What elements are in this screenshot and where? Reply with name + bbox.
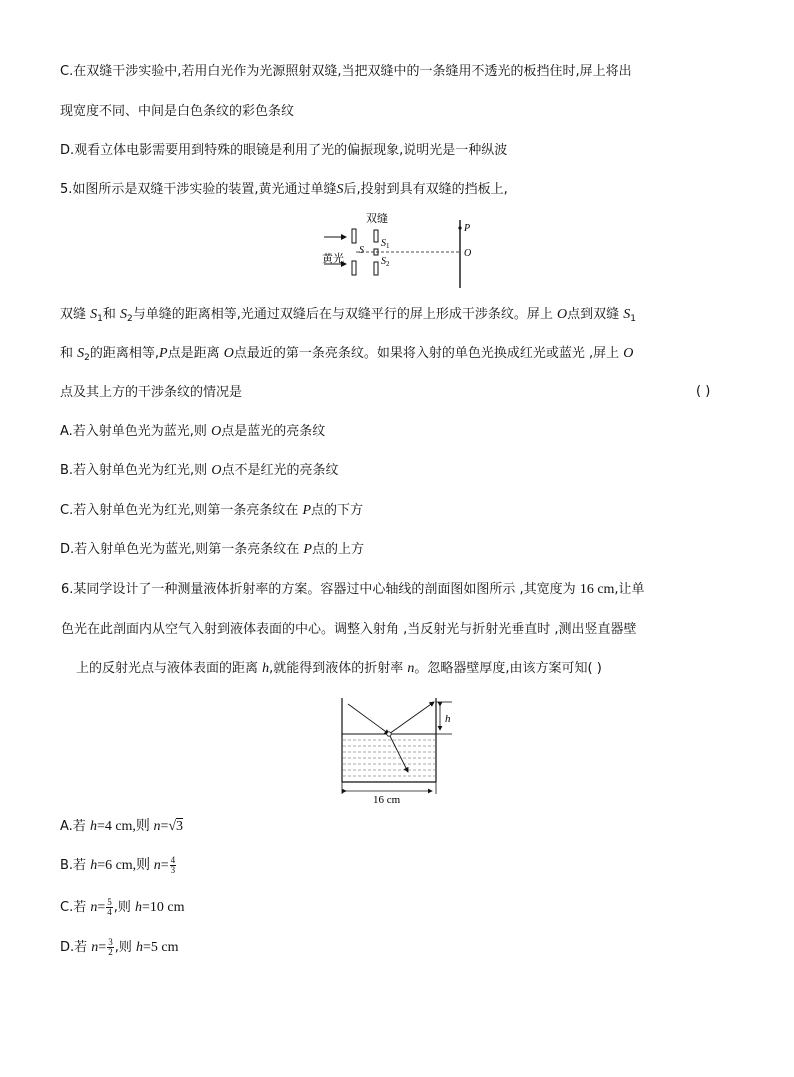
q6-option-b xyxy=(60,856,177,875)
o-symbol: O xyxy=(557,307,568,322)
text: 6.某同学设计了一种测量液体折射率的方案。容器过中心轴线的剖面图如图所示 ,其宽度为 xyxy=(61,582,580,597)
double-slit-plate-bottom xyxy=(374,262,378,275)
o-symbol: O xyxy=(211,463,222,478)
q4-option-d: D.观看立体电影需要用到特殊的眼镜是利用了光的偏振现象,说明光是一种纵波 xyxy=(60,143,508,158)
text: B.若 xyxy=(60,858,91,873)
text: 点最近的第一条亮条纹。如果将入射的单色光换成红光或蓝光 ,屏上 xyxy=(233,346,624,361)
text: =4 cm,则 xyxy=(96,819,154,834)
q6-stem-line2: 色光在此剖面内从空气入射到液体表面的中心。调整入射角 ,当反射光与折射光垂直时 ,测出竖直器壁 xyxy=(61,622,637,637)
text: =6 cm,则 xyxy=(97,858,154,873)
text: ,则 xyxy=(114,940,136,955)
single-slit-plate-lower xyxy=(352,261,356,275)
q5-stem-s: S xyxy=(336,182,344,197)
p-label: P xyxy=(464,223,471,234)
text: =5 cm xyxy=(142,940,179,955)
q5-option-c xyxy=(60,502,363,520)
q5-option-a xyxy=(60,423,325,441)
text: ,就能得到液体的折射率 xyxy=(269,661,408,676)
n-symbol: n xyxy=(407,661,415,676)
subscript: 2 xyxy=(84,353,90,363)
text: 和 xyxy=(102,307,121,322)
double-slit-label: 双缝 xyxy=(366,213,388,225)
equals: = xyxy=(160,858,169,873)
text: D.若入射单色光为蓝光,则第一条亮条纹在 xyxy=(60,542,304,557)
p-symbol: P xyxy=(302,503,312,518)
h-symbol: h xyxy=(89,819,97,834)
q5-stem-text-b: 后,投射到具有双缝的挡板上, xyxy=(343,182,508,197)
h-label: h xyxy=(445,713,451,725)
o-symbol: O xyxy=(223,346,234,361)
text: 。忽略器壁厚度,由该方案可知( ) xyxy=(414,661,602,676)
radicand: 3 xyxy=(176,819,184,834)
sqrt-sign: =√ xyxy=(160,819,177,834)
p-symbol: P xyxy=(303,542,312,557)
s1-label: $S_1$ xyxy=(381,238,390,250)
s2-symbol: S xyxy=(120,307,128,322)
o-symbol: O xyxy=(623,346,634,361)
q5-double-slit-figure xyxy=(318,208,478,294)
q5-paragraph-3: 点及其上方的干涉条纹的情况是 xyxy=(60,385,243,400)
h-symbol: h xyxy=(135,940,143,955)
q5-paragraph-1 xyxy=(60,306,636,328)
numerator: 3 xyxy=(108,937,113,947)
single-slit-label: S xyxy=(359,245,364,256)
q5-stem xyxy=(60,181,508,199)
n-symbol: n xyxy=(91,940,99,955)
text: 点的上方 xyxy=(311,542,364,557)
h-symbol: h xyxy=(135,900,143,915)
single-slit-plate-upper xyxy=(352,229,356,243)
n-symbol: n xyxy=(153,858,161,873)
numerator: 4 xyxy=(170,855,176,865)
double-slit-plate-top xyxy=(374,230,378,242)
denominator: 3 xyxy=(170,865,176,875)
s1-symbol: S xyxy=(90,307,98,322)
text: A.若 xyxy=(60,819,90,834)
q5-stem-text-a: 5.如图所示是双缝干涉实验的装置,黄光通过单缝 xyxy=(60,182,337,197)
subscript: 1 xyxy=(630,314,637,324)
q5-paragraph-2 xyxy=(60,345,633,367)
text: B.若入射单色光为红光,则 xyxy=(60,463,212,478)
text: 和 xyxy=(60,346,78,361)
q6-option-c xyxy=(60,898,185,917)
text: ,让单 xyxy=(614,582,645,597)
o-symbol: O xyxy=(211,424,222,439)
denominator: 2 xyxy=(108,947,113,957)
text: C.若入射单色光为红光,则第一条亮条纹在 xyxy=(60,503,303,518)
incident-ray xyxy=(348,704,389,734)
equals: = xyxy=(97,900,106,915)
text: 点不是红光的亮条纹 xyxy=(221,463,339,478)
text: 与单缝的距离相等,光通过双缝后在与双缝平行的屏上形成干涉条纹。屏上 xyxy=(132,307,558,322)
point-p xyxy=(458,226,461,229)
yellow-light-label: 黄光 xyxy=(322,253,344,265)
q6-stem-line1 xyxy=(61,581,645,599)
reflected-ray xyxy=(389,702,434,734)
h-symbol: h xyxy=(262,661,270,676)
text: 的距离相等, xyxy=(89,346,160,361)
h-symbol: h xyxy=(90,858,98,873)
text: 点的下方 xyxy=(311,503,364,518)
answer-bracket: ( ) xyxy=(696,384,711,399)
text: =10 cm xyxy=(142,900,185,915)
q5-option-d xyxy=(60,541,364,559)
text: 点到双缝 xyxy=(567,307,624,322)
liquid-hatching xyxy=(343,740,435,776)
o-label: O xyxy=(464,248,472,259)
fraction xyxy=(106,898,113,917)
q6-stem-line3 xyxy=(76,660,602,678)
text: 点是蓝光的亮条纹 xyxy=(221,424,326,439)
fraction xyxy=(107,938,114,957)
text: C.若 xyxy=(60,900,91,915)
q6-option-a xyxy=(60,818,183,836)
incidence-point xyxy=(387,732,391,736)
q6-option-d xyxy=(60,938,178,957)
text: D.若 xyxy=(60,940,92,955)
p-symbol: P xyxy=(159,346,168,361)
subscript: 1 xyxy=(97,314,103,324)
q4-option-c-line2: 现宽度不同、中间是白色条纹的彩色条纹 xyxy=(60,104,295,119)
s2-symbol: S xyxy=(77,346,85,361)
text: 双缝 xyxy=(60,307,91,322)
numerator: 5 xyxy=(107,897,112,907)
q4-option-c-line1: C.在双缝干涉实验中,若用白光作为光源照射双缝,当把双缝中的一条缝用不透光的板挡住时,屏上将出 xyxy=(60,64,632,79)
n-symbol: n xyxy=(153,819,161,834)
text: 点是距离 xyxy=(167,346,224,361)
n-symbol: n xyxy=(90,900,98,915)
fraction xyxy=(170,856,177,875)
text: A.若入射单色光为蓝光,则 xyxy=(60,424,212,439)
text: 上的反射光点与液体表面的距离 xyxy=(76,661,263,676)
text: ,则 xyxy=(113,900,136,915)
q6-container-figure xyxy=(330,694,462,806)
q5-option-b xyxy=(60,462,338,480)
equals: = xyxy=(98,940,107,955)
width-value: 16 cm xyxy=(579,582,615,597)
subscript: 2 xyxy=(127,314,133,324)
s1-symbol: S xyxy=(623,307,631,322)
width-label: 16 cm xyxy=(373,794,401,806)
denominator: 4 xyxy=(107,907,112,917)
s2-label: $S_2$ xyxy=(381,256,390,268)
